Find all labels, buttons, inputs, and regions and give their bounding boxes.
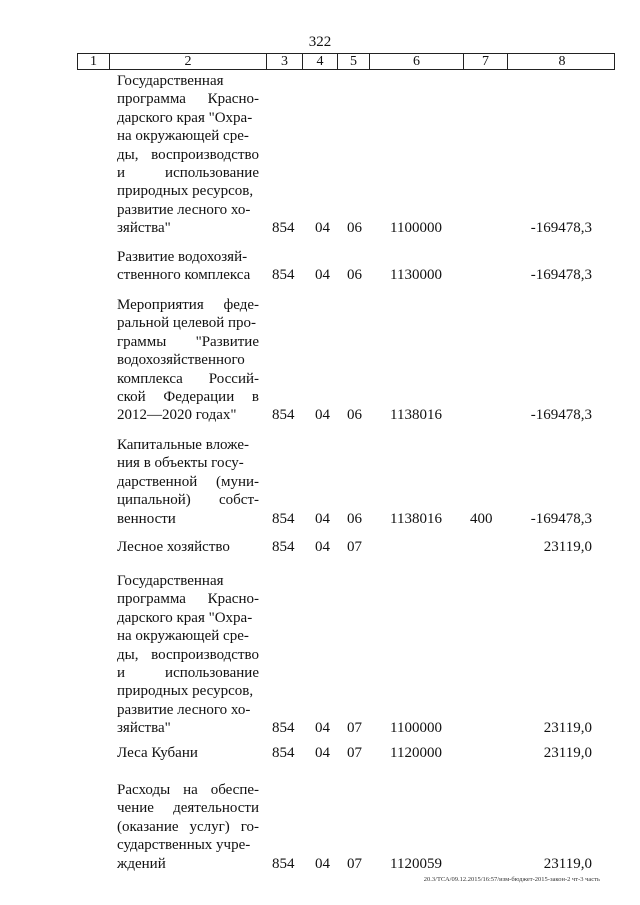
subsection-code: 06 bbox=[347, 510, 362, 527]
description-line: водохозяйственного bbox=[117, 352, 245, 369]
description-line: чение деятельности bbox=[117, 800, 259, 817]
amount: 23119,0 bbox=[543, 745, 592, 761]
description-line: ственного комплекса bbox=[117, 267, 251, 284]
section-code: 04 bbox=[315, 220, 330, 237]
grbs-code: 854 bbox=[272, 267, 295, 284]
description-line: развитие лесного хо- bbox=[117, 201, 251, 218]
description-line: программа Красно- bbox=[117, 591, 259, 608]
target-article-code: 1130000 bbox=[390, 267, 442, 284]
amount: 23119,0 bbox=[543, 855, 592, 872]
description-line: Государственная bbox=[117, 573, 224, 589]
description-line: дарского края "Охра- bbox=[117, 609, 253, 626]
description-line: Расходы на обеспе- bbox=[117, 782, 259, 798]
header-cell-7: 7 bbox=[464, 54, 508, 69]
subsection-code: 07 bbox=[347, 539, 362, 555]
section-code: 04 bbox=[315, 267, 330, 284]
footer-note: 20.3/ТСА/09.12.2015/16:57/изм-бюджет-2015-закон-2 чт-3 часть bbox=[423, 876, 600, 883]
target-article-code: 1100000 bbox=[390, 720, 442, 737]
amount: -169478,3 bbox=[530, 407, 592, 424]
description-line: ды, воспроизводство bbox=[117, 646, 259, 663]
page-number: 322 bbox=[308, 34, 332, 50]
description-line: (оказание услуг) го- bbox=[117, 818, 259, 835]
grbs-code: 854 bbox=[272, 220, 295, 237]
description-line: граммы "Развитие bbox=[117, 333, 259, 350]
description-line: Развитие водохозяй- bbox=[117, 249, 248, 265]
amount: -169478,3 bbox=[530, 510, 592, 527]
description-line: комплекса Россий- bbox=[117, 370, 259, 387]
target-article-code: 1100000 bbox=[390, 220, 442, 237]
section-code: 04 bbox=[315, 407, 330, 424]
description-line: и использование bbox=[117, 664, 259, 681]
description-line: природных ресурсов, bbox=[117, 683, 254, 700]
header-cell-6: 6 bbox=[370, 54, 464, 69]
description-line: природных ресурсов, bbox=[117, 183, 254, 200]
row-description bbox=[117, 572, 259, 738]
description-line: и использование bbox=[117, 164, 259, 181]
row-description bbox=[117, 72, 259, 238]
description-line: ды, воспроизводство bbox=[117, 146, 259, 163]
amount: 23119,0 bbox=[543, 539, 592, 555]
header-cell-8: 8 bbox=[558, 54, 566, 69]
target-article-code: 1120000 bbox=[390, 745, 442, 761]
section-code: 04 bbox=[315, 855, 330, 872]
description-line: венности bbox=[117, 510, 176, 527]
description-line: ципальной) собст- bbox=[117, 492, 259, 509]
target-article-code: 1138016 bbox=[390, 407, 442, 424]
subsection-code: 07 bbox=[347, 855, 362, 872]
subsection-code: 07 bbox=[347, 720, 362, 737]
header-cell-3: 3 bbox=[267, 54, 303, 69]
description-line: ния в объекты госу- bbox=[117, 455, 244, 472]
section-code: 04 bbox=[315, 510, 330, 527]
grbs-code: 854 bbox=[272, 745, 295, 761]
description-line: развитие лесного хо- bbox=[117, 701, 251, 718]
description-line: ждений bbox=[117, 855, 166, 872]
target-article-code: 1138016 bbox=[390, 510, 442, 527]
section-code: 04 bbox=[315, 539, 330, 555]
description-line: Государственная bbox=[117, 73, 224, 89]
header-cell-5: 5 bbox=[338, 54, 370, 69]
target-article-code: 1120059 bbox=[390, 855, 442, 872]
description-line: дарственной (муни- bbox=[117, 473, 259, 490]
description-line: на окружающей сре- bbox=[117, 628, 249, 645]
description-line: зяйства" bbox=[117, 720, 171, 737]
row-description bbox=[117, 538, 259, 556]
row-description bbox=[117, 781, 259, 873]
section-code: 04 bbox=[315, 745, 330, 761]
expense-type-code: 400 bbox=[470, 510, 493, 527]
header-cell-1: 1 bbox=[78, 54, 110, 69]
grbs-code: 854 bbox=[272, 720, 295, 737]
description-line: программа Красно- bbox=[117, 91, 259, 108]
row-description bbox=[117, 744, 259, 762]
section-code: 04 bbox=[315, 720, 330, 737]
description-line: Мероприятия феде- bbox=[117, 297, 259, 313]
amount: -169478,3 bbox=[530, 220, 592, 237]
description-line: зяйства" bbox=[117, 220, 171, 237]
amount: 23119,0 bbox=[543, 720, 592, 737]
description-line: Леса Кубани bbox=[117, 745, 198, 761]
header-cell-2: 2 bbox=[110, 54, 267, 69]
amount: -169478,3 bbox=[530, 267, 592, 284]
row-description bbox=[117, 248, 259, 285]
description-line: сударственных учре- bbox=[117, 837, 251, 854]
grbs-code: 854 bbox=[272, 407, 295, 424]
header-cell-4: 4 bbox=[303, 54, 338, 69]
subsection-code: 06 bbox=[347, 267, 362, 284]
description-line: ральной целевой про- bbox=[117, 315, 257, 332]
subsection-code: 07 bbox=[347, 745, 362, 761]
subsection-code: 06 bbox=[347, 407, 362, 424]
row-description bbox=[117, 436, 259, 528]
grbs-code: 854 bbox=[272, 539, 295, 555]
row-description bbox=[117, 296, 259, 425]
description-line: на окружающей сре- bbox=[117, 128, 249, 145]
description-line: 2012—2020 годах" bbox=[117, 407, 237, 424]
subsection-code: 06 bbox=[347, 220, 362, 237]
grbs-code: 854 bbox=[272, 510, 295, 527]
description-line: Лесное хозяйство bbox=[117, 539, 230, 555]
grbs-code: 854 bbox=[272, 855, 295, 872]
description-line: дарского края "Охра- bbox=[117, 109, 253, 126]
description-line: ской Федерации в bbox=[117, 388, 259, 405]
description-line: Капитальные вложе- bbox=[117, 437, 250, 453]
